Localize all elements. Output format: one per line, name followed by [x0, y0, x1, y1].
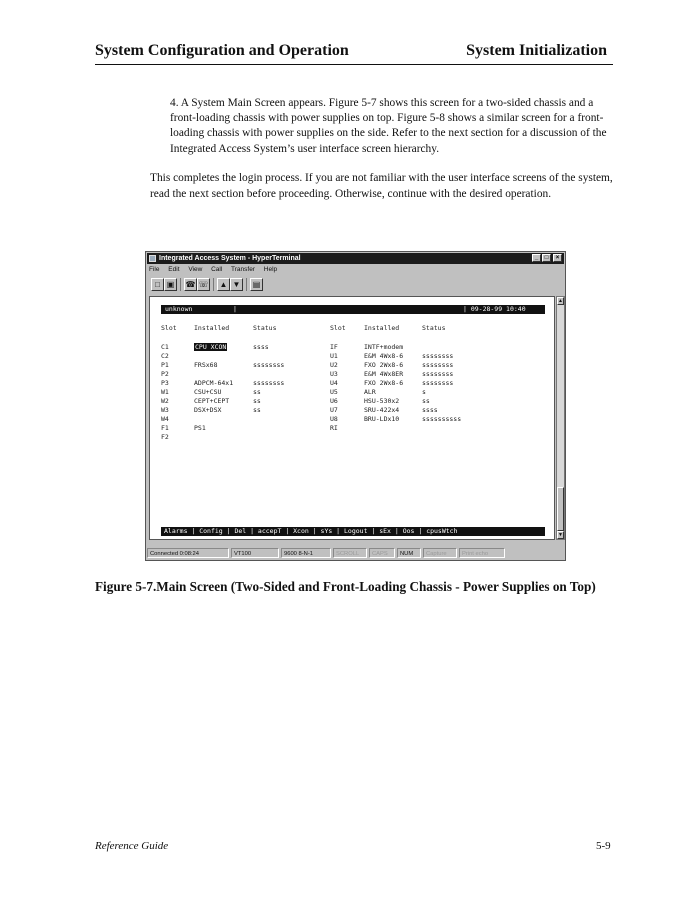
disconnect-icon[interactable]: ☏	[198, 280, 209, 289]
figure-caption: Figure 5-7.Main Screen (Two-Sided and Front-Loading Chassis - Power Supplies on Top)	[95, 579, 596, 594]
body-paragraph: This completes the login process. If you are not familiar with the user interface screens of the system, read the next section before proceeding. Otherwise, continue with the desired operation.	[150, 172, 613, 200]
slot-card: ALR	[364, 388, 376, 396]
slot-label: W2	[161, 397, 169, 405]
receive-icon[interactable]: ▼	[230, 278, 243, 291]
send-icon[interactable]: ▲	[217, 278, 230, 291]
terminal-screen[interactable]	[149, 296, 555, 540]
status-bar	[147, 548, 564, 559]
slot-card: SRU-422x4	[364, 406, 400, 414]
slot-label: IF	[330, 343, 338, 351]
slot-status: ss	[253, 397, 261, 405]
col-status-right: Status	[422, 324, 446, 332]
slot-status: ssssssss	[422, 379, 454, 387]
selected-card[interactable]: CPU XCON	[195, 343, 227, 351]
slot-card: BRU-LDx10	[364, 415, 400, 423]
toolbar-separator	[246, 278, 247, 291]
slot-label: P2	[161, 370, 169, 378]
col-installed-left: Installed	[194, 324, 230, 332]
hyperterminal-window	[145, 251, 566, 561]
minimize-button[interactable]: _	[532, 254, 541, 262]
menu-call[interactable]: Call	[211, 266, 223, 273]
command-bar[interactable]: Alarms | Config | Del | accepT | Xcon | sYs | Logout | sEx | Oos | cpusWtch	[161, 527, 545, 536]
slot-label: RI	[330, 424, 338, 432]
slot-status: s	[422, 388, 426, 396]
slot-status: ssssssss	[422, 361, 454, 369]
slot-label: F2	[161, 433, 169, 441]
slot-label: U3	[330, 370, 338, 378]
status-capture: Capture	[423, 548, 457, 558]
status-scroll: SCROLL	[333, 548, 367, 558]
slot-status: ssss	[253, 343, 269, 351]
status-caps: CAPS	[369, 548, 395, 558]
slot-status: ss	[422, 397, 430, 405]
menu-file[interactable]: File	[149, 266, 160, 273]
toolbar-separator	[180, 278, 181, 291]
slot-status: ssssssssss	[422, 415, 462, 423]
col-status-left: Status	[253, 324, 277, 332]
slot-card: FRSx68	[194, 361, 218, 369]
status-connected: Connected 0:08:24	[147, 548, 229, 558]
slot-card: INTF+modem	[364, 343, 404, 351]
step-paragraph: 4. A System Main Screen appears. Figure 5-7 shows this screen for a two-sided chassis and a front-loading chassis with power supplies on top. Figure 5-8 shows a similar screen for a front-loading chassis with power supplies on the side. Refer to the next section for a discussion of the Integrated Access System’s user interface screen hierarchy.	[170, 97, 607, 155]
slot-label: U1	[330, 352, 338, 360]
slot-label: W3	[161, 406, 169, 414]
menu-transfer[interactable]: Transfer	[231, 266, 255, 273]
footer-guide-name: Reference Guide	[95, 840, 169, 852]
menu-help[interactable]: Help	[263, 266, 278, 273]
slot-label: P1	[161, 361, 169, 369]
slot-card: PS1	[194, 424, 206, 432]
header-chapter-title: System Configuration and Operation	[95, 42, 349, 59]
slot-label: U6	[330, 397, 338, 405]
connect-icon[interactable]: ☎	[185, 280, 196, 289]
slot-card: FXO 2Wx8-6	[364, 379, 404, 387]
maximize-button[interactable]: □	[542, 254, 551, 262]
slot-label: U5	[330, 388, 338, 396]
slot-card: E&M 4Wx8-6	[364, 352, 404, 360]
col-slot-right: Slot	[330, 324, 346, 332]
site-name: unknown	[165, 305, 193, 313]
slot-status: ss	[253, 406, 261, 414]
slot-label: F1	[161, 424, 169, 432]
window-title-bar	[147, 253, 564, 264]
slot-card: ADPCM-64x1	[194, 379, 234, 387]
toolbar-separator	[213, 278, 214, 291]
open-icon[interactable]: ▣	[164, 278, 177, 291]
slot-card: CEPT+CEPT	[194, 397, 230, 405]
slot-label: C2	[161, 352, 169, 360]
slot-status: ssss	[422, 406, 438, 414]
scroll-down-icon[interactable]: ▼	[558, 532, 563, 538]
date-time: | 09-28-99 10:40	[463, 305, 526, 313]
status-settings: 9600 8-N-1	[281, 548, 331, 558]
app-icon	[149, 255, 156, 262]
menu-view[interactable]: View	[188, 266, 203, 273]
slot-label: P3	[161, 379, 169, 387]
close-button[interactable]: ×	[553, 254, 562, 262]
slot-status: ss	[253, 388, 261, 396]
slot-label: U2	[330, 361, 338, 369]
slot-label: U8	[330, 415, 338, 423]
col-installed-right: Installed	[364, 324, 400, 332]
page-header	[95, 40, 613, 65]
properties-icon[interactable]: ▤	[250, 278, 263, 291]
slot-card: FXO 2Wx8-6	[364, 361, 404, 369]
scroll-thumb[interactable]	[557, 487, 564, 531]
slot-card: E&M 4Wx8ER	[364, 370, 404, 378]
slot-label: W1	[161, 388, 169, 396]
status-num: NUM	[397, 548, 421, 558]
slot-card: HSU-530x2	[364, 397, 400, 405]
new-icon[interactable]: □	[151, 278, 164, 291]
slot-card: DSX+DSX	[194, 406, 222, 414]
slot-status: ssssssss	[253, 379, 285, 387]
page-number: 5-9	[596, 840, 611, 852]
slot-label: U7	[330, 406, 338, 414]
slot-status: ssssssss	[253, 361, 285, 369]
slot-status: ssssssss	[422, 370, 454, 378]
status-emulation: VT100	[231, 548, 279, 558]
slot-label: W4	[161, 415, 169, 423]
slot-label: C1	[161, 343, 169, 351]
status-print-echo: Print echo	[459, 548, 505, 558]
slot-label: U4	[330, 379, 338, 387]
menu-edit[interactable]: Edit	[168, 266, 180, 273]
slot-card: CSU+CSU	[194, 388, 222, 396]
vertical-scrollbar[interactable]	[556, 296, 565, 540]
scroll-up-icon[interactable]: ▲	[558, 298, 563, 304]
col-slot-left: Slot	[161, 324, 177, 332]
menu-bar	[149, 265, 284, 275]
slot-status: ssssssss	[422, 352, 454, 360]
top-bar-divider: |	[233, 305, 237, 313]
window-title: Integrated Access System - HyperTerminal	[159, 255, 301, 262]
header-section-title: System Initialization	[466, 42, 607, 59]
